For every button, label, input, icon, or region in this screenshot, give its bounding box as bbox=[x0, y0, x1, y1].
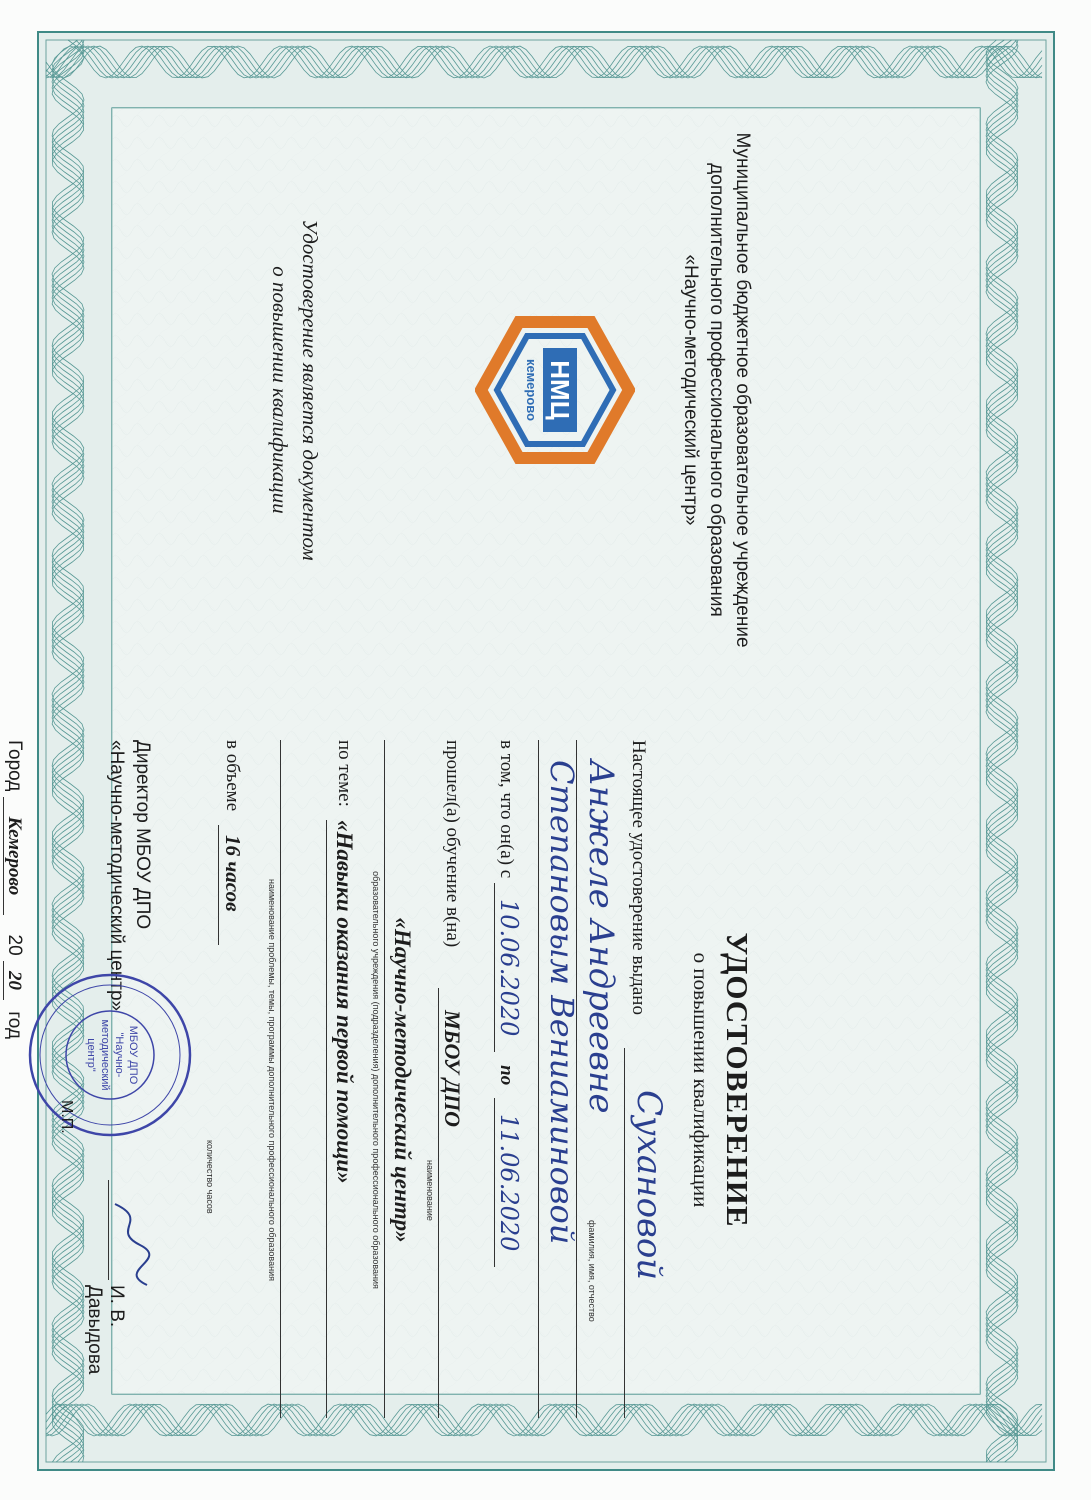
issued-label: Настоящее удостоверение выдано bbox=[628, 740, 649, 1015]
year: 20 bbox=[3, 961, 25, 1000]
title-main: УДОСТОВЕРЕНИЕ bbox=[720, 932, 755, 1228]
org-name bbox=[677, 80, 755, 700]
seal-line-a: МБОУ ДПО bbox=[127, 1025, 139, 1085]
volume-hint: количество часов bbox=[205, 1140, 215, 1214]
year-suffix: год bbox=[4, 1011, 25, 1039]
seal bbox=[25, 970, 195, 1140]
study-label: прошел(а) обучение в(на) bbox=[442, 740, 463, 948]
volume-rule bbox=[218, 825, 219, 945]
topic-rule bbox=[326, 820, 327, 1418]
name-hint: фамилия, имя, отчество bbox=[587, 1220, 597, 1322]
topic-rule-2 bbox=[280, 740, 281, 1418]
dates-mid: по bbox=[496, 1065, 517, 1086]
logo-text: НМЦ bbox=[545, 360, 575, 420]
date-to: 11.06.2020 bbox=[494, 1098, 523, 1267]
dates-row bbox=[495, 740, 523, 1267]
name-line-3: Степановым Вениаминовой bbox=[543, 760, 581, 1245]
left-caption bbox=[265, 80, 325, 700]
left-caption-line-1: Удостоверение является документом bbox=[298, 219, 322, 561]
institution-hint: наименование bbox=[425, 1160, 435, 1221]
institution-name: «Научно-методический центр» bbox=[390, 917, 415, 1243]
volume-label: в объеме bbox=[222, 740, 243, 812]
logo-city: кемерово bbox=[524, 358, 539, 422]
director-line-2: «Научно-методический центр» bbox=[106, 740, 127, 1012]
director-name: И. В. Давыдова bbox=[84, 1285, 127, 1375]
org-line-2: дополнительного профессионального образования bbox=[706, 163, 727, 617]
topic-hint: наименование проблемы, темы, программы дополнительного профессионального образования bbox=[267, 878, 277, 1281]
signature-rule bbox=[108, 1180, 109, 1280]
institution-full-hint: образовательного учреждения (подразделения) дополнительного профессионального образования bbox=[371, 871, 381, 1289]
city-label: Город bbox=[4, 740, 25, 792]
director-line-1: Директор МБОУ ДПО bbox=[132, 740, 153, 930]
certificate-content bbox=[0, 80, 755, 1420]
footer-row bbox=[3, 740, 25, 1039]
title bbox=[688, 740, 755, 1420]
name-line-3-rule bbox=[538, 740, 539, 1418]
org-line-1: Муниципальное бюджетное образовательное учреждение bbox=[732, 132, 753, 648]
seal-text bbox=[84, 1015, 140, 1095]
seal-line-b: "Научно- bbox=[113, 1032, 125, 1078]
director-signature bbox=[105, 1200, 155, 1290]
title-sub: о повышении квалификации bbox=[689, 952, 713, 1208]
left-caption-line-2: о повышении квалификации bbox=[268, 266, 292, 514]
date-from: 10.06.2020 bbox=[494, 883, 523, 1052]
city: Кемерово bbox=[3, 797, 25, 916]
name-line-1-rule bbox=[624, 1048, 625, 1418]
volume: 16 часов bbox=[221, 835, 245, 912]
nmc-logo bbox=[475, 310, 635, 470]
mp-label: М.П. bbox=[58, 1100, 75, 1134]
seal-line-d: центр" bbox=[85, 1038, 97, 1072]
dates-prefix: в том, что он(а) с bbox=[496, 740, 517, 879]
name-line-1: Сухановой bbox=[629, 1090, 669, 1281]
name-line-2: Анжеле Андреевне bbox=[581, 760, 621, 1114]
topic: «Навыки оказания первой помощи» bbox=[332, 820, 357, 1184]
year-prefix: 20 bbox=[4, 934, 25, 956]
institution-name-rule bbox=[384, 740, 385, 1418]
institution: МБОУ ДПО bbox=[440, 1010, 465, 1127]
org-line-3: «Научно-методический центр» bbox=[680, 254, 701, 526]
topic-label: по теме: bbox=[334, 740, 355, 807]
seal-line-c: методический bbox=[99, 1019, 111, 1091]
